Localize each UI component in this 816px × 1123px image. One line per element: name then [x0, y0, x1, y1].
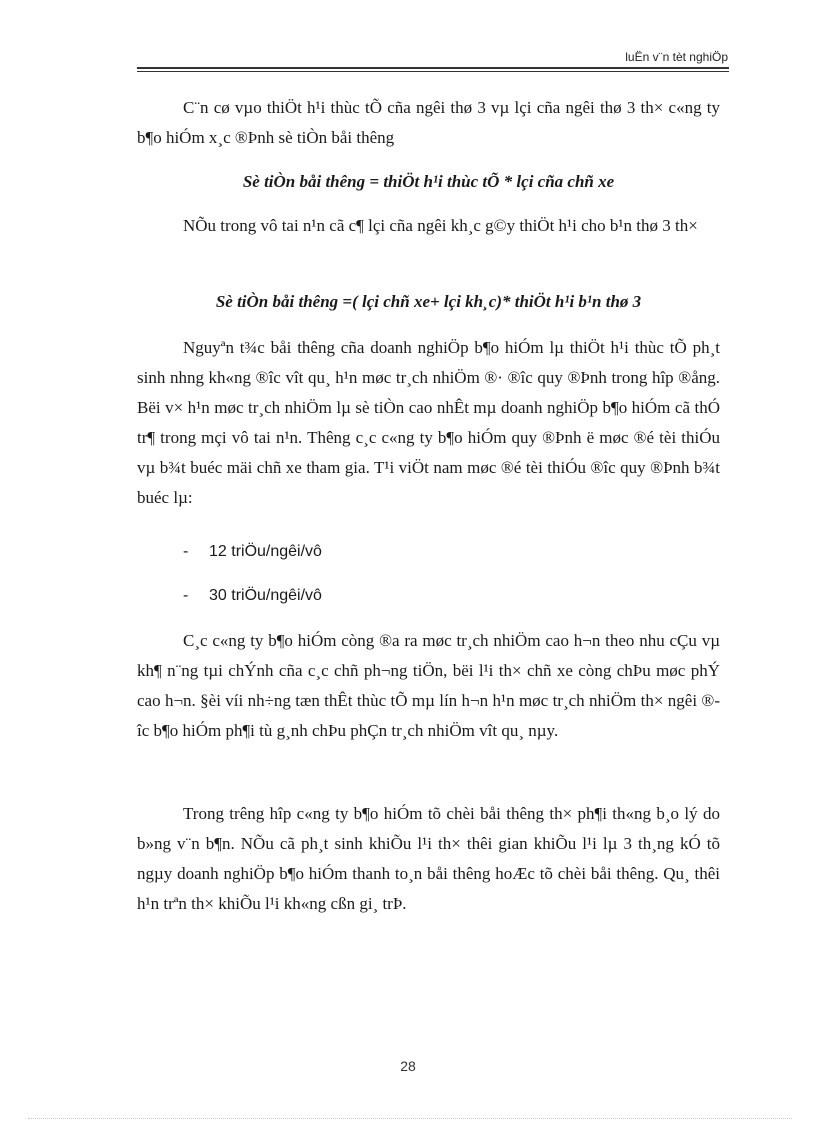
- bullet-item: [183, 587, 322, 605]
- bullet-item: [183, 543, 322, 561]
- formula-2: Sè tiÒn båi thêng =( lçi chñ xe+ lçi kh¸c)* thiÖt h¹i b¹n thø 3: [215, 292, 642, 311]
- paragraph-5: Trong trêng hîp c«ng ty b¶o hiÓm tõ chèi båi thêng th× ph¶i th«ng b¸o lý do b»ng v¨n b¶n. NÕu cã ph¸t sinh khiÕu l¹i th× thêi gian khiÕu l¹i lµ 3 th¸ng kÓ tõ ngµy doanh nghiÖp b¶o hiÓm thanh to¸n båi thêng hoÆc tõ chèi båi thêng. Qu¸ thêi h¹n trªn th× khiÕu l¹i kh«ng cßn gi¸ trÞ.: [137, 804, 720, 913]
- paragraph-3: Nguyªn t¾c båi thêng cña doanh nghiÖp b¶o hiÓm lµ thiÖt h¹i thùc tÕ ph¸t sinh nhng kh«ng ®îc vît qu¸ h¹n møc tr¸ch nhiÖm ®· ®îc quy ®Þnh trong hîp ®ång. Bëi v× h¹n møc tr¸ch nhiÖm lµ sè tiÒn cao nhÊt mµ doanh nghiÖp b¶o hiÓm cã thÓ tr¶ trong mçi vô tai n¹n. Thêng c¸c c«ng ty b¶o hiÓm quy ®Þnh ë møc ®é tèi thiÓu vµ b¾t buéc mäi chñ xe tham gia. T¹i viÖt nam møc ®é tèi thiÓu ®îc quy ®Þnh b¾t buéc lµ:: [137, 338, 720, 507]
- bullet-text: 30 triÖu/ngêi/vô: [209, 587, 322, 604]
- header-rule-thin: [137, 71, 729, 72]
- formula-1: Sè tiÒn båi thêng = thiÖt h¹i thùc tÕ * lçi cña chñ xe: [242, 172, 615, 191]
- header-rule-thick: [137, 67, 729, 69]
- page-bottom-border: [28, 1118, 792, 1119]
- paragraph-1: C¨n cø vµo thiÖt h¹i thùc tÕ cña ngêi thø 3 vµ lçi cña ngêi thø 3 th× c«ng ty b¶o hiÓm x¸c ®Þnh sè tiÒn båi thêng: [137, 98, 720, 147]
- running-header-title: luËn v¨n tèt nghiÖp: [625, 50, 728, 64]
- bullet-dash: -: [183, 543, 189, 560]
- page-number: 28: [400, 1058, 416, 1074]
- bullet-dash: -: [183, 587, 189, 604]
- paragraph-2: NÕu trong vô tai n¹n cã c¶ lçi cña ngêi kh¸c g©y thiÖt h¹i cho b¹n thø 3 th×: [183, 216, 698, 235]
- bullet-text: 12 triÖu/ngêi/vô: [209, 543, 322, 560]
- paragraph-4: C¸c c«ng ty b¶o hiÓm còng ®a ra møc tr¸ch nhiÖm cao h¬n theo nhu cÇu vµ kh¶ n¨ng tµi chÝnh cña c¸c chñ ph¬ng tiÖn, bëi l¹i th× chñ xe còng chÞu møc phÝ cao h¬n. §èi víi nh÷ng tæn thÊt thùc tÕ mµ lín h¬n h¹n møc tr¸ch nhiÖm th× ngêi ®îc b¶o hiÓm ph¶i tù g¸nh chÞu phÇn tr¸ch nhiÖm vît qu¸ nµy.: [137, 631, 720, 740]
